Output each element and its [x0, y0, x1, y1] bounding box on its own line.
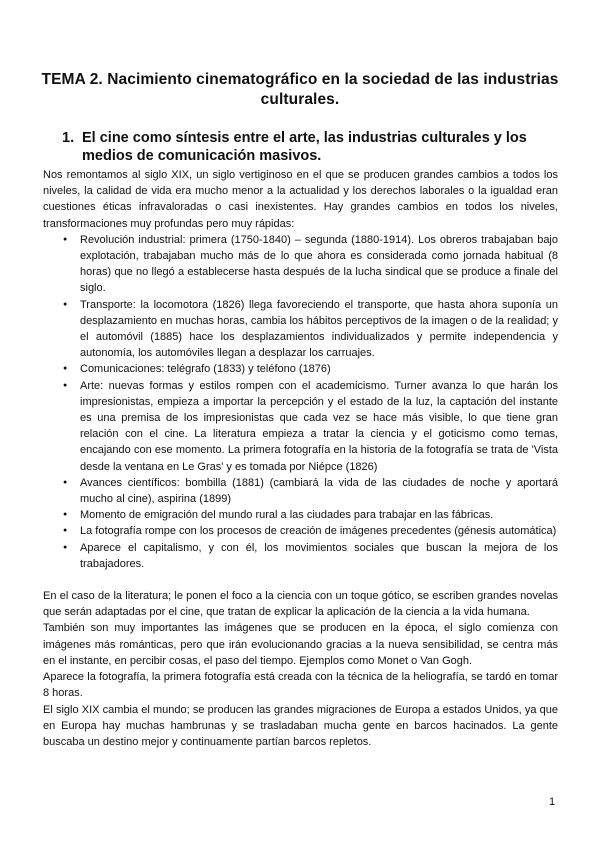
section-number: 1.	[62, 130, 75, 146]
page-number: 1	[549, 796, 556, 808]
list-item-text: Avances científicos: bombilla (1881) (cambiará la vida de las ciudades de noche y aportará mucho al cine), aspirina (1899)	[80, 476, 558, 506]
list-item-text: Aparece el capitalismo, y con él, los movimientos sociales que buscan la mejora de los trabajadores.	[80, 541, 558, 570]
list-item	[43, 361, 558, 377]
spacer	[43, 572, 558, 588]
bullet-icon: ●	[63, 365, 68, 373]
section-heading	[62, 129, 562, 165]
list-item	[43, 507, 558, 523]
list-item	[43, 523, 558, 539]
list-item	[43, 540, 558, 572]
bullet-icon: ●	[63, 381, 68, 389]
bullet-icon: ●	[63, 300, 68, 308]
bullet-icon: ●	[63, 527, 68, 535]
list-item-text: Comunicaciones: telégrafo (1833) y teléfono (1876)	[80, 363, 331, 376]
list-item-text: La fotografía rompe con los procesos de creación de imágenes precedentes (génesis automática)	[80, 525, 557, 538]
paragraph: Aparece la fotografía, la primera fotografía está creada con la técnica de la heliografía, se tardó en tomar 8 horas.	[43, 671, 558, 700]
section-heading-text: El cine como síntesis entre el arte, las industrias culturales y los medios de comunicación masivos.	[82, 130, 527, 164]
document-title: TEMA 2. Nacimiento cinematográfico en la sociedad de las industrias culturales.	[41, 71, 559, 108]
list-item-text: Arte: nuevas formas y estilos rompen con el academicismo. Turner avanza lo que harán los impresionistas, empieza a importar la percepción y el estado de la luz, la captación del instante es una premisa de los impresionistas que cada vez se hace más visible, lo que tiene gran relación con el cine. La literatura empieza a tratar la ciencia y el goticismo como temas, encajando con ese momento. La primera fotografía en la historia de la fotografía se trata de 'Vista desde la ventana en Le Gras' y es tomada por Niépce (1826)	[80, 379, 558, 473]
list-item-text: Momento de emigración del mundo rural a las ciudades para trabajar en las fábricas.	[80, 509, 494, 522]
intro-paragraph: Nos remontamos al siglo XIX, un siglo vertiginoso en el que se producen grandes cambios a todos los niveles, la calidad de vida era mucho menor a la actualidad y los derechos laborales o la igualdad eran cuestiones éticas infravaloradas o casi inexistentes. Hay grandes cambios en todos los niveles, transformaciones muy profundas pero muy rápidas:	[43, 169, 558, 230]
list-item	[43, 297, 558, 362]
bullet-icon: ●	[63, 543, 68, 551]
list-item-text: Revolución industrial: primera (1750-1840) – segunda (1880-1914). Los obreros trabajaban bajo explotación, trabajaban mucho más de lo que ahora es considerada como jornada habitual (8 horas) que no llegó a establecerse hasta después de la lucha sindical que se produce a finale del siglo.	[80, 233, 558, 295]
paragraph: También son muy importantes las imágenes que se producen en la época, el siglo comienza con imágenes más románticas, pero que irán evolucionando gracias a la nueva sensibilidad, se centra más en el instante, en percibir cosas, el paso del tiempo. Ejemplos como Monet o Van Gogh.	[43, 622, 558, 667]
bullet-icon: ●	[63, 511, 68, 519]
document-body	[43, 167, 558, 750]
list-item	[43, 378, 558, 475]
bullet-list	[43, 232, 558, 572]
list-item	[43, 475, 558, 507]
bullet-icon: ●	[63, 478, 68, 486]
list-item	[43, 232, 558, 297]
paragraph: El siglo XIX cambia el mundo; se producen las grandes migraciones de Europa a estados Unidos, ya que en Europa hay muchas hambrunas y se trasladaban mucha gente en barcos hacinados. La gente buscaba un destino mejor y continuamente partían barcos repletos.	[43, 703, 558, 748]
paragraph: En el caso de la literatura; le ponen el foco a la ciencia con un toque gótico, se escriben grandes novelas que serán adaptadas por el cine, que tratan de explicar la aplicación de la ciencia a la vida humana.	[43, 590, 558, 619]
bullet-icon: ●	[63, 235, 68, 243]
list-item-text: Transporte: la locomotora (1826) llega favoreciendo el transporte, que hasta ahora suponía un desplazamiento en muchas horas, cambia los hábitos perceptivos de la imagen o de la realidad; y el automóvil (1885) hace los desplazamientos individualizados y permite independencia y autonomía, los automóviles llegan a desplazar los carruajes.	[80, 298, 558, 360]
